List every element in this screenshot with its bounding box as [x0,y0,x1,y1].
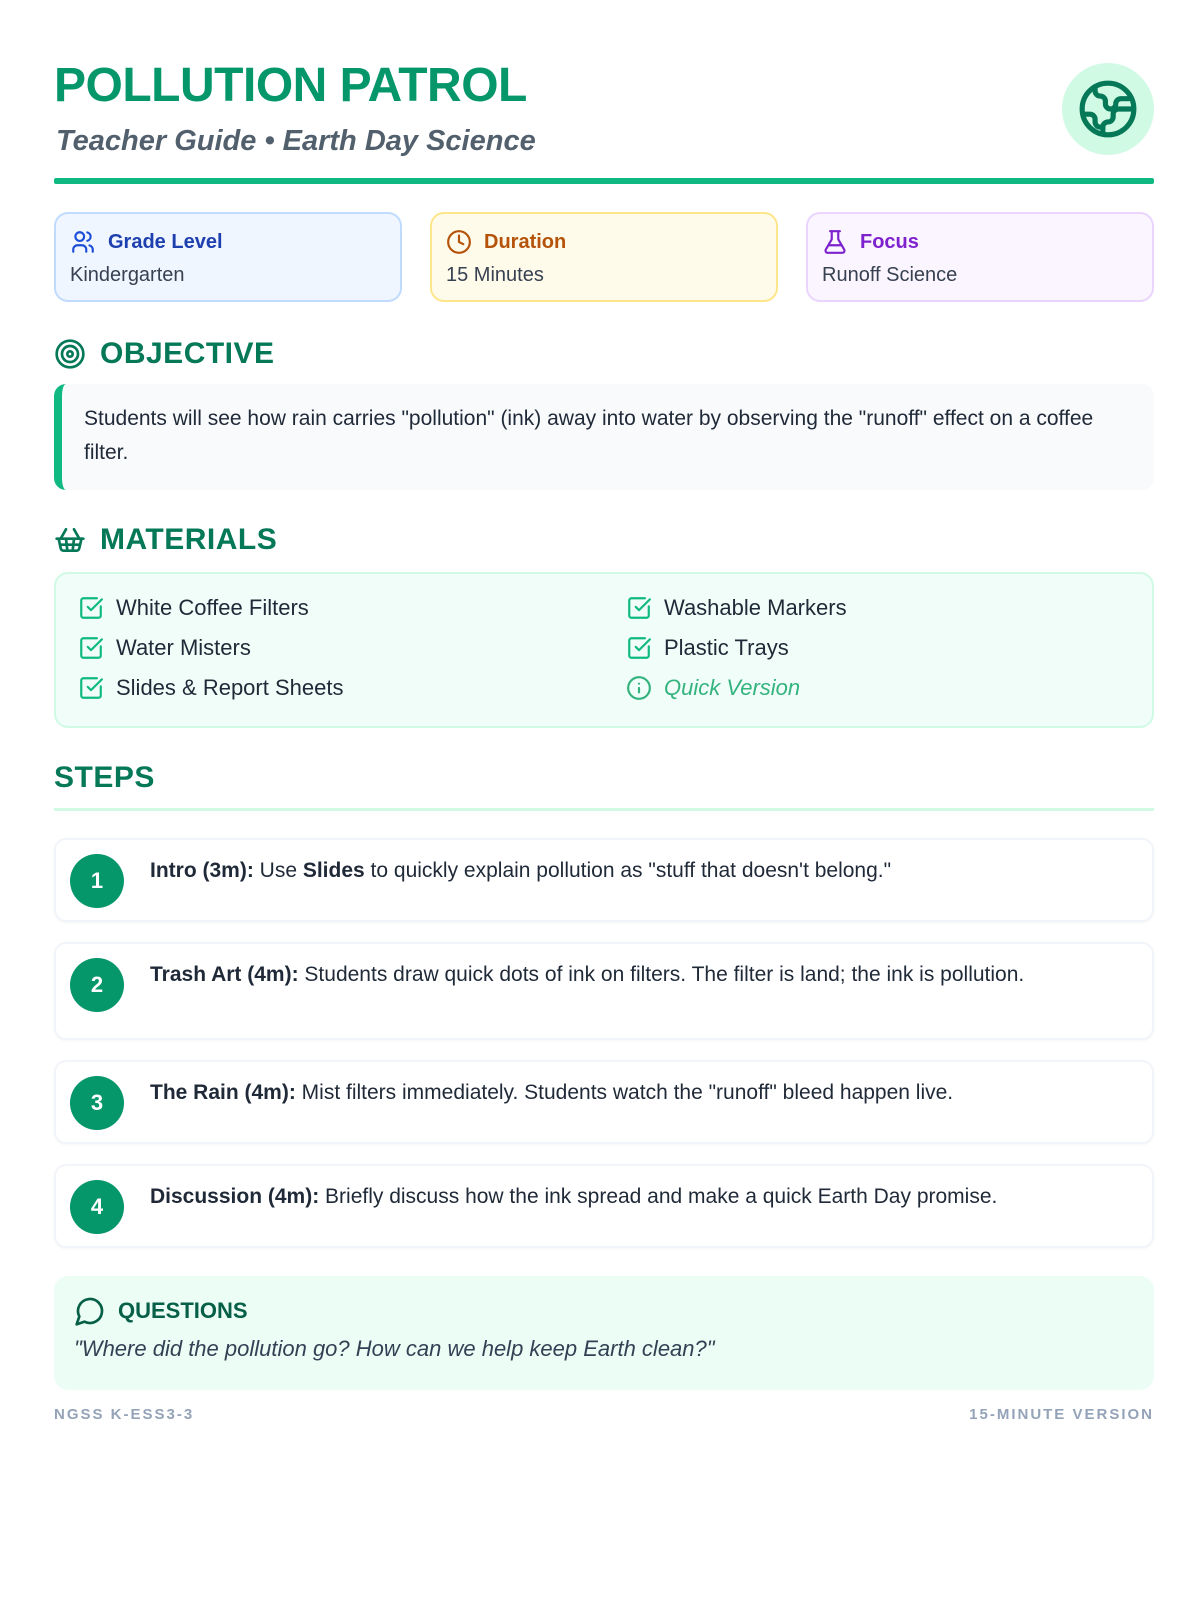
section-title-text: OBJECTIVE [100,337,275,370]
step-text [150,1180,1122,1214]
step-emphasis: Slides [302,859,365,882]
material-label: Washable Markers [664,595,847,620]
duration-card [430,212,778,302]
card-value: Kindergarten [70,264,185,286]
material-item [626,632,789,664]
materials-box [54,572,1154,728]
step-card [54,942,1154,1040]
checkbox-icon [626,635,652,661]
header-divider [54,178,1154,184]
grade-level-card [54,212,402,302]
step-lead: Intro (3m): [150,859,254,882]
step-lead: Trash Art (4m): [150,963,299,986]
card-label: Grade Level [108,230,223,253]
step-text [150,958,1122,992]
info-icon [626,675,652,701]
material-item [78,672,343,704]
step-text [150,1076,1122,1110]
globe-badge [1062,63,1154,155]
basket-icon [54,524,86,556]
questions-text: "Where did the pollution go? How can we help keep Earth clean?" [74,1336,715,1361]
checkbox-icon [78,595,104,621]
material-label: Water Misters [116,635,251,660]
target-icon [54,338,86,370]
step-body: Mist filters immediately. Students watch the "runoff" bleed happen live. [295,1081,954,1104]
material-item-quick-version [626,672,800,704]
card-value: 15 Minutes [446,264,544,286]
material-item [626,592,847,624]
section-title-text: MATERIALS [100,523,278,556]
card-label: Focus [860,230,919,253]
material-label: Quick Version [664,675,801,700]
step-body: Use [253,859,303,882]
flask-icon [822,229,848,255]
step-text [150,854,1122,888]
step-body: to quickly explain pollution as "stuff that doesn't belong." [364,859,892,882]
step-card [54,1060,1154,1144]
step-card [54,1164,1154,1248]
checkbox-icon [78,675,104,701]
questions-box [54,1276,1154,1390]
material-label: Plastic Trays [664,635,789,660]
materials-heading [54,520,277,560]
step-number-badge: 1 [70,854,124,908]
card-label: Duration [484,230,567,253]
step-body: Briefly discuss how the ink spread and make a quick Earth Day promise. [319,1185,998,1208]
page-title: POLLUTION PATROL [54,59,527,112]
page-header [54,58,1154,186]
step-number-badge: 2 [70,958,124,1012]
users-icon [70,229,96,255]
objective-text: Students will see how rain carries "pollution" (ink) away into water by observing the "runoff" effect on a coffee filter. [54,384,1154,490]
page-subtitle: Teacher Guide • Earth Day Science [56,125,536,157]
card-value: Runoff Science [822,264,958,286]
checkbox-icon [626,595,652,621]
step-number-badge: 4 [70,1180,124,1234]
section-title-text: STEPS [54,761,155,794]
steps-heading [54,758,155,798]
step-lead: The Rain (4m): [150,1081,296,1104]
footer-standard: NGSS K-ESS3-3 [54,1406,195,1423]
globe-icon [1077,78,1139,140]
objective-heading [54,334,275,374]
info-cards [54,212,1154,302]
checkbox-icon [78,635,104,661]
clock-icon [446,229,472,255]
chat-bubble-icon [74,1295,106,1327]
steps-divider [54,808,1154,811]
material-label: White Coffee Filters [116,595,309,620]
material-label: Slides & Report Sheets [116,675,344,700]
questions-heading: QUESTIONS [118,1298,248,1323]
focus-card [806,212,1154,302]
step-body: Students draw quick dots of ink on filters. The filter is land; the ink is pollution. [298,963,1025,986]
step-card [54,838,1154,922]
material-item [78,632,251,664]
footer-version: 15-MINUTE VERSION [969,1406,1154,1423]
step-number-badge: 3 [70,1076,124,1130]
step-lead: Discussion (4m): [150,1185,320,1208]
material-item [78,592,309,624]
